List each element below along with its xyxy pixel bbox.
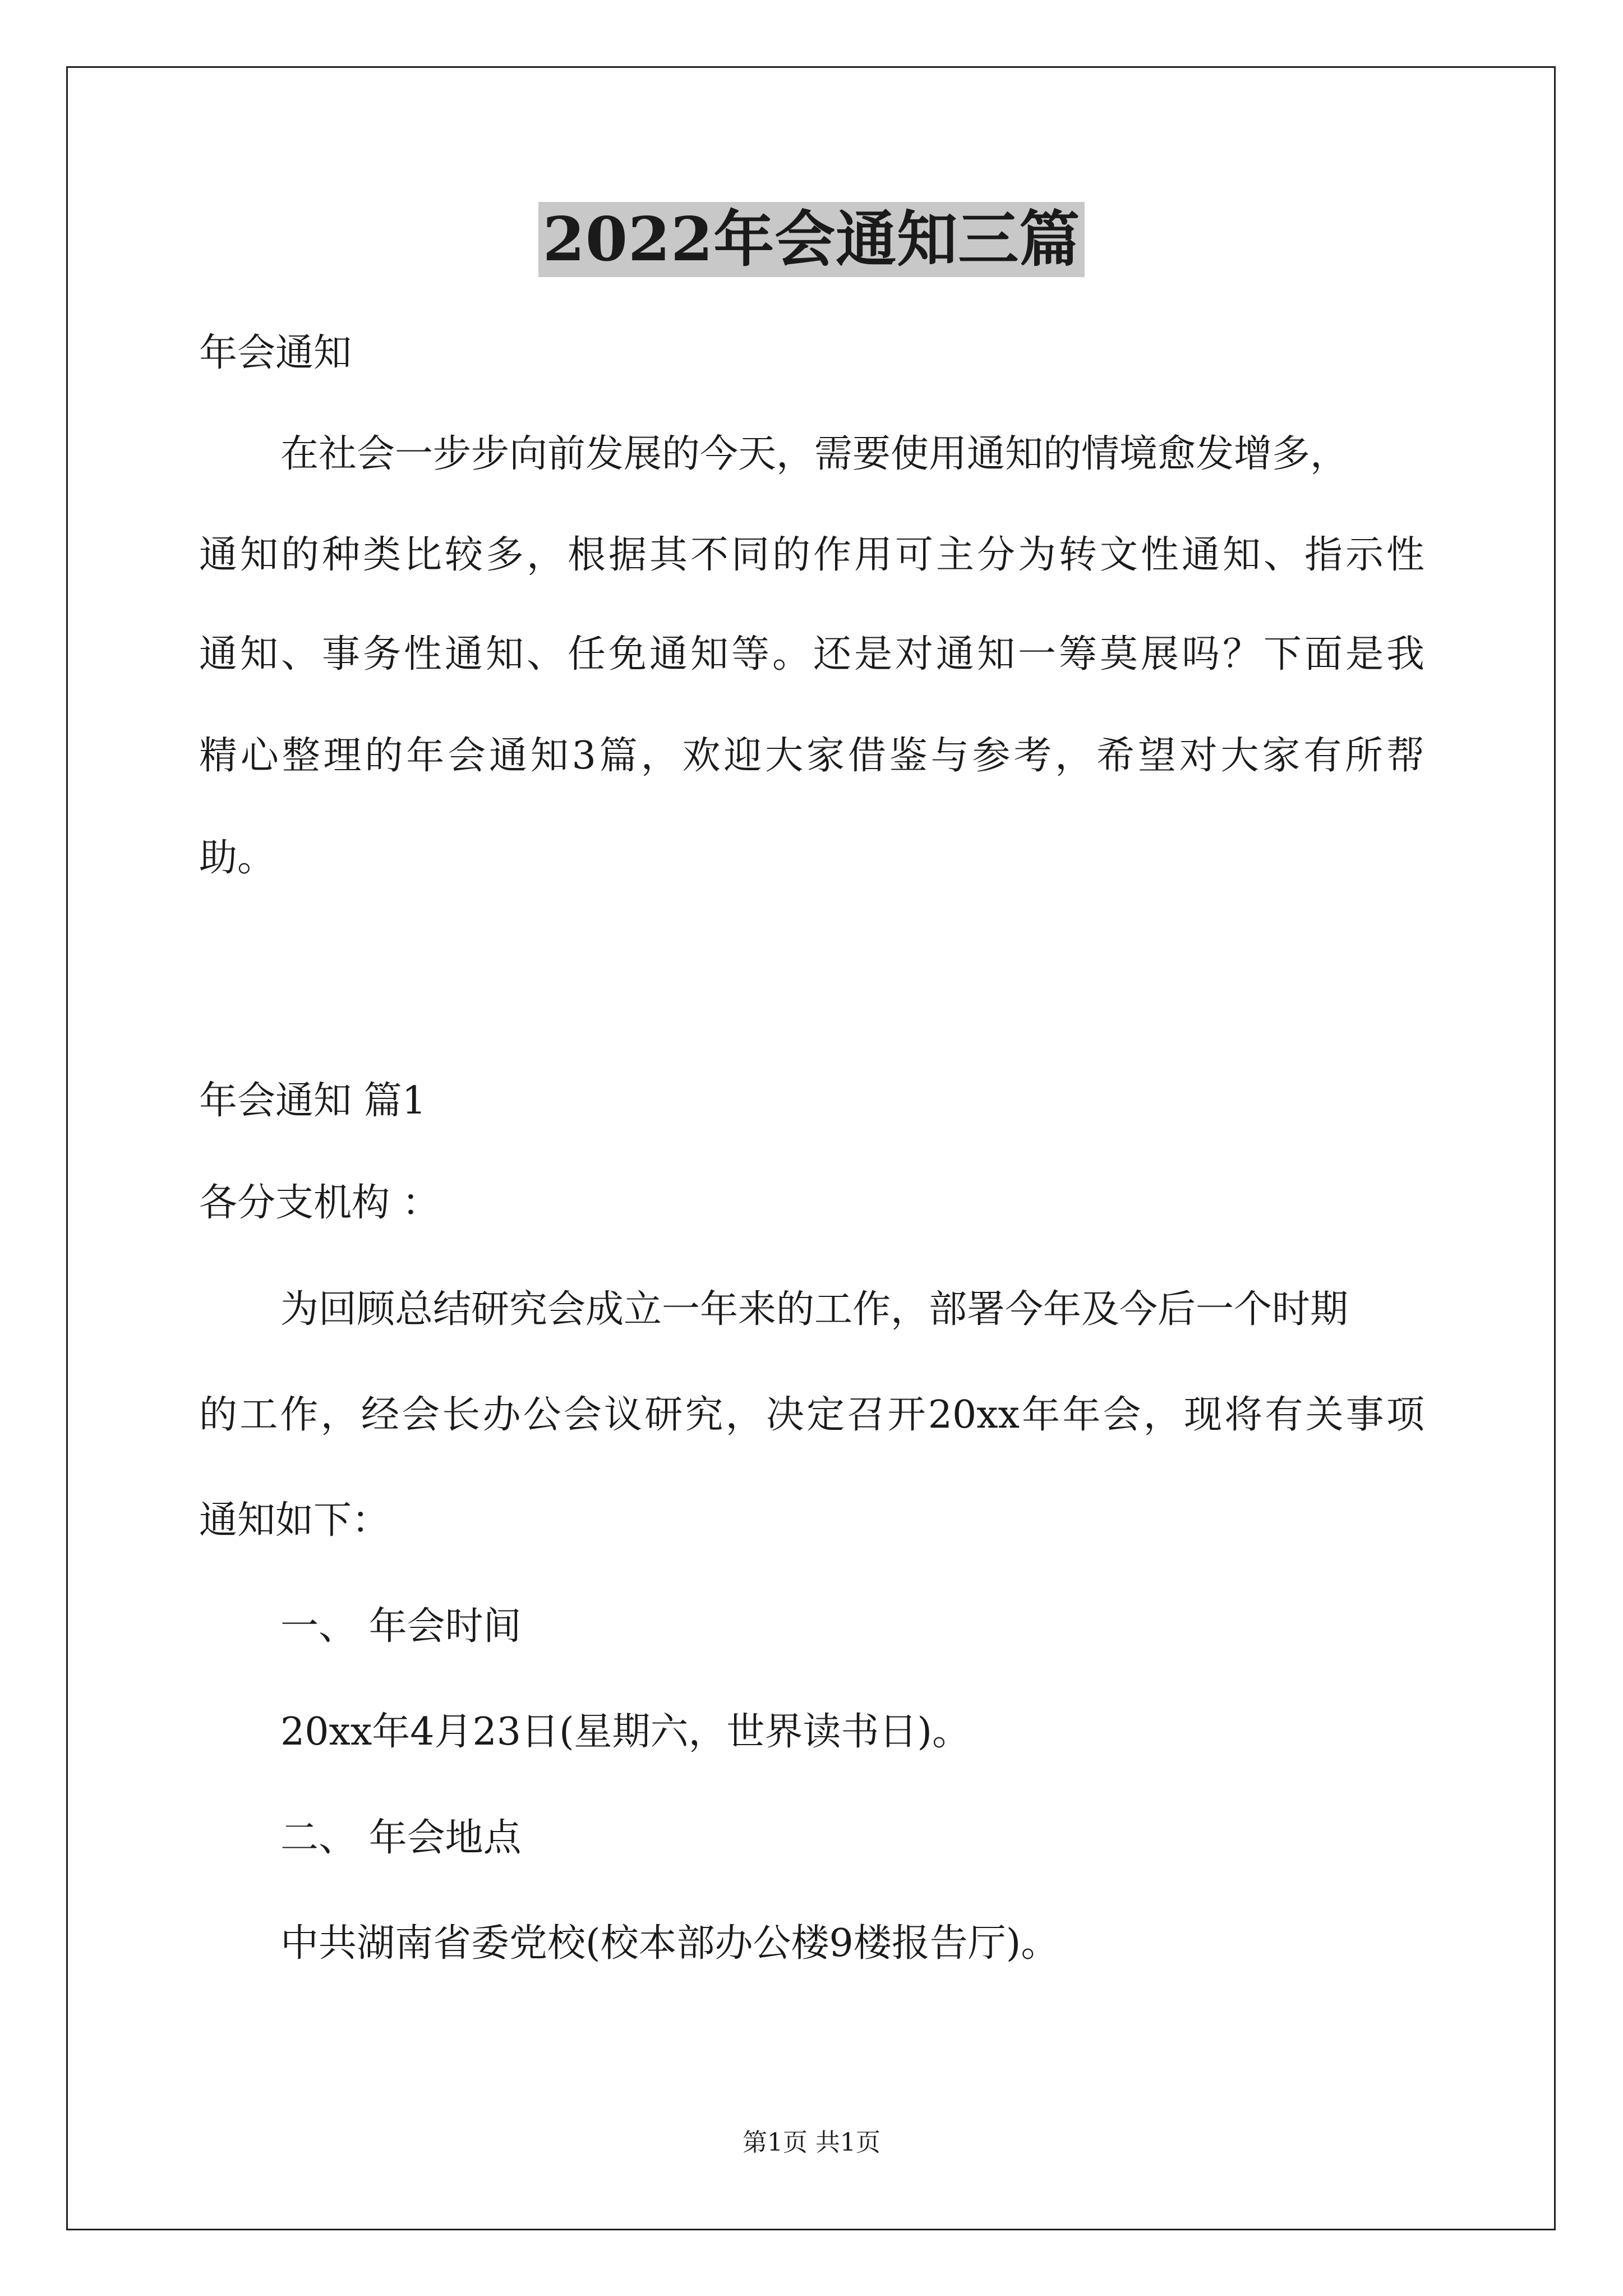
item2-heading: 二、 年会地点 <box>280 1816 522 1860</box>
item1-text: 20xx年4月23日(星期六，世界读书日)。 <box>280 1710 971 1754</box>
page-border <box>66 66 1556 2230</box>
intro-line-2: 通知的种类比较多，根据其不同的作用可主分为转文性通知、指示性 <box>199 533 1424 577</box>
document-title: 2022年会通知三篇 <box>538 202 1085 277</box>
item2-text: 中共湖南省委党校(校本部办公楼9楼报告厅)。 <box>280 1921 1059 1966</box>
heading-annual-notice: 年会通知 <box>199 331 352 375</box>
intro-line-3: 通知、事务性通知、任免通知等。还是对通知一筹莫展吗？下面是我 <box>199 632 1424 677</box>
intro-line-1: 在社会一步步向前发展的今天，需要使用通知的情境愈发增多， <box>280 432 1349 476</box>
intro-line-5: 助。 <box>199 836 276 880</box>
item1-heading: 一、 年会时间 <box>280 1604 522 1649</box>
page-footer: 第1页 共1页 <box>743 2128 880 2157</box>
body-line-2: 的工作，经会长办公会议研究，决定召开20xx年年会，现将有关事项 <box>199 1393 1424 1437</box>
body-line-1: 为回顾总结研究会成立一年来的工作，部署今年及今后一个时期 <box>280 1287 1349 1332</box>
body-line-3: 通知如下： <box>199 1498 390 1543</box>
intro-line-4: 精心整理的年会通知3篇，欢迎大家借鉴与参考，希望对大家有所帮 <box>199 734 1424 778</box>
section-heading: 年会通知 篇1 <box>199 1079 426 1123</box>
title-container <box>0 202 1623 277</box>
salutation: 各分支机构 ： <box>199 1181 440 1225</box>
